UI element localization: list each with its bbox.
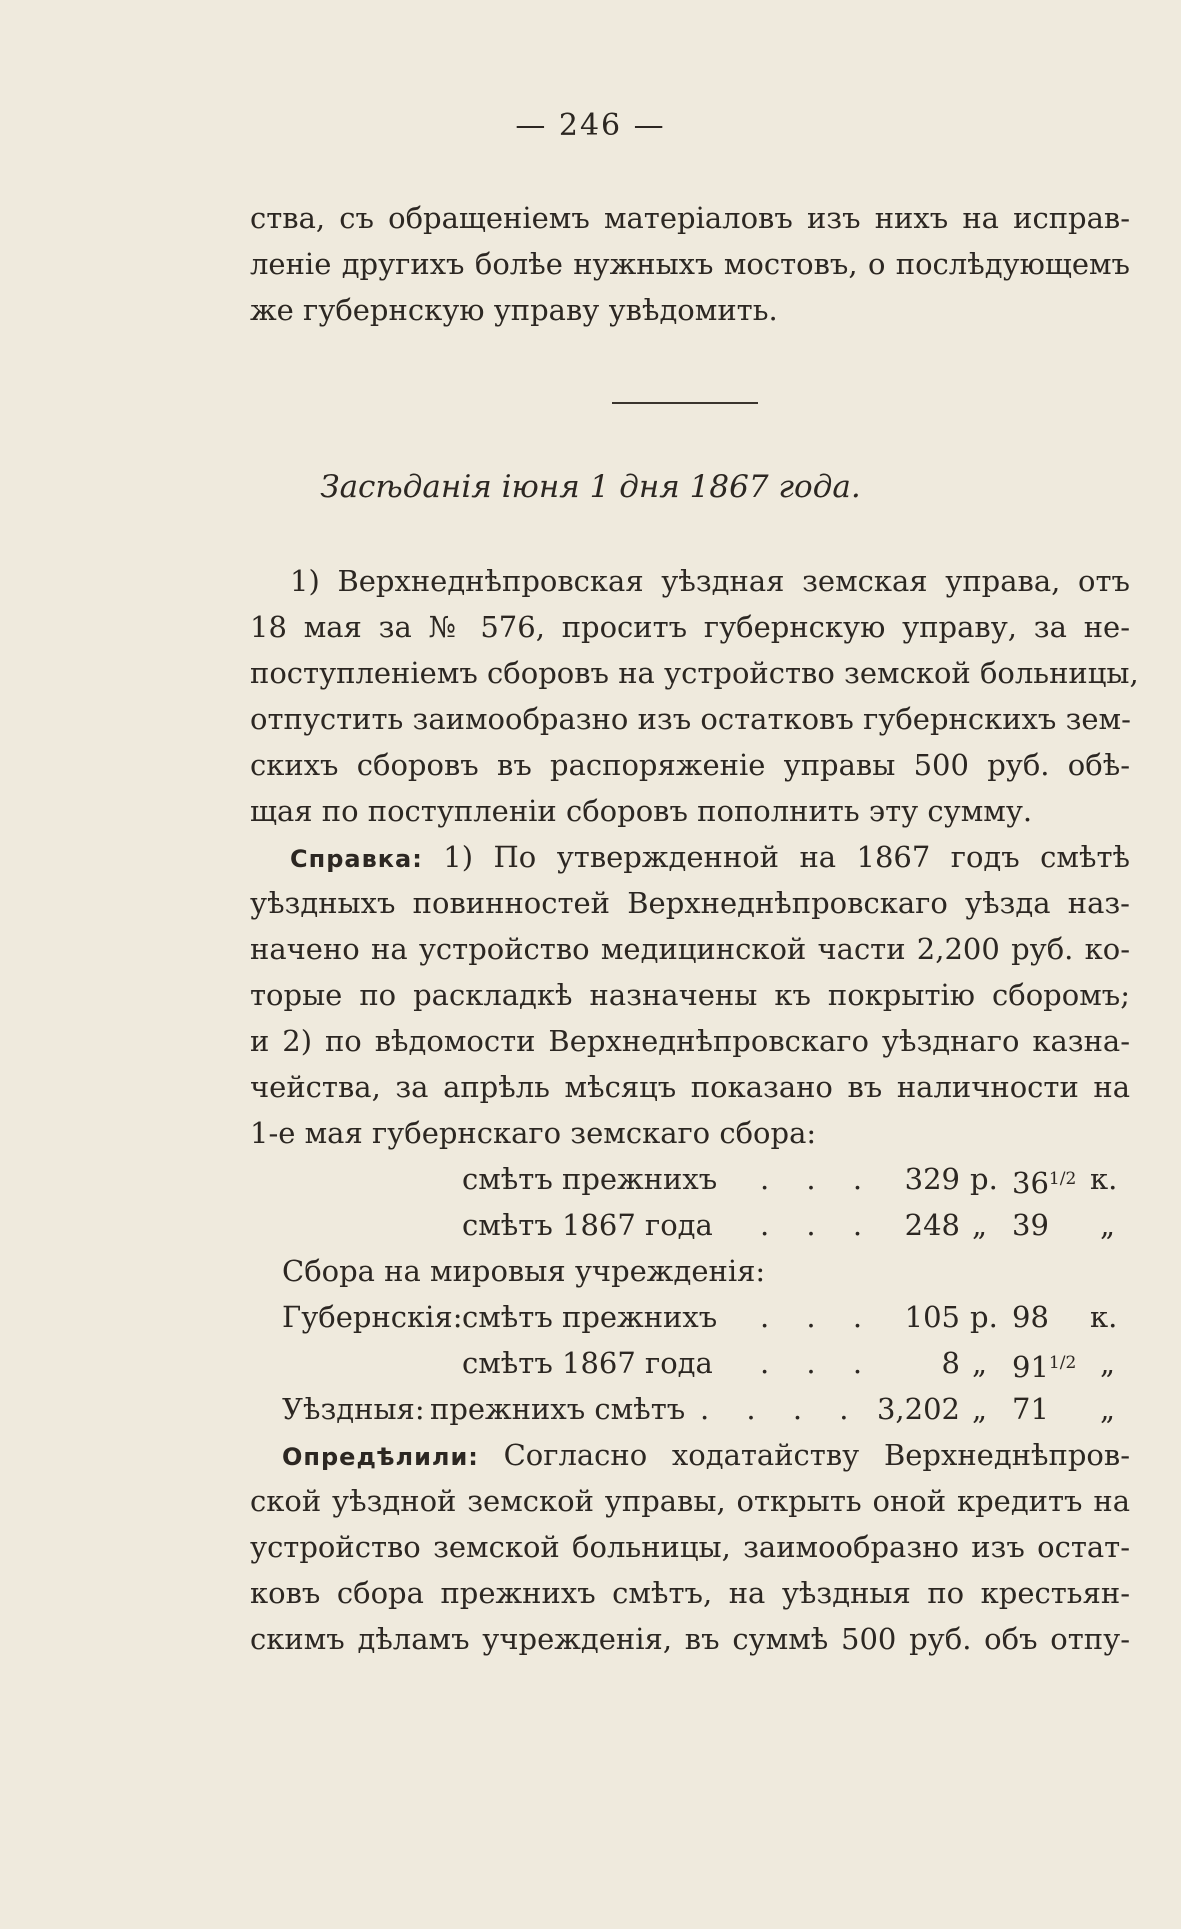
section-heading: Засѣданія іюня 1 дня 1867 года. xyxy=(320,469,861,505)
table-row-unit: р. xyxy=(970,1162,998,1196)
paragraph-line: и 2) по вѣдомости Верхнеднѣпровскаго уѣзднаго казна- xyxy=(250,1024,1130,1058)
table-row-label: смѣтъ прежнихъ xyxy=(462,1300,718,1334)
paragraph-line: ской уѣздной земской управы, открыть оной кредитъ на xyxy=(250,1484,1130,1518)
paragraph-line: чейства, за апрѣль мѣсяцъ показано въ наличности на xyxy=(250,1070,1130,1104)
table-row-unit: „ xyxy=(972,1346,988,1380)
paragraph-line: ковъ сбора прежнихъ смѣтъ, на уѣздныя по крестьян- xyxy=(250,1576,1130,1610)
table-row-dots: . . . xyxy=(760,1208,877,1242)
page-number: — 246 — xyxy=(515,108,666,143)
table-row-kop: 39 xyxy=(1012,1208,1049,1242)
section-divider xyxy=(612,402,758,404)
paragraph-line: же губернскую управу увѣдомить. xyxy=(250,293,778,327)
table-row-amount: 105 xyxy=(904,1300,960,1334)
spravka-first-line xyxy=(290,836,1130,880)
table-row-prefix: Уѣздныя: xyxy=(282,1392,425,1426)
table-row-unit2: „ xyxy=(1100,1208,1116,1242)
table-row-unit2: „ xyxy=(1100,1392,1116,1426)
table-row-unit: р. xyxy=(970,1300,998,1334)
table-row-kop: $36^{1/2}$ xyxy=(1012,1166,1077,1200)
paragraph-line: начено на устройство медицинской части 2,200 руб. ко- xyxy=(250,932,1130,966)
paragraph-line: уѣздныхъ повинностей Верхнеднѣпровскаго уѣзда наз- xyxy=(250,886,1130,920)
table-row-unit2: „ xyxy=(1100,1346,1116,1380)
paragraph-line: 1-е мая губернскаго земскаго сбора: xyxy=(250,1116,817,1150)
table-row-amount: 3,202 xyxy=(876,1392,960,1426)
table-row-label: смѣтъ прежнихъ xyxy=(462,1162,718,1196)
paragraph-line: скихъ сборовъ въ распоряженіе управы 500 руб. обѣ- xyxy=(250,748,1130,782)
paragraph-line: леніе другихъ болѣе нужныхъ мостовъ, о послѣдующемъ xyxy=(250,247,1130,281)
table-row-dots: . . . . xyxy=(700,1392,863,1426)
table-row-prefix: Губернскія: xyxy=(282,1300,463,1334)
paragraph-line: торые по раскладкѣ назначены къ покрытію сборомъ; xyxy=(250,978,1130,1012)
paragraph-line: щая по поступленіи сборовъ пополнить эту сумму. xyxy=(250,794,1033,828)
paragraph-line: ства, съ обращеніемъ матеріаловъ изъ нихъ на исправ- xyxy=(250,201,1130,235)
table-row-unit2: к. xyxy=(1090,1300,1118,1334)
table-row-kop: 98 xyxy=(1012,1300,1049,1334)
opredelili-label: Опредѣлили: xyxy=(282,1443,479,1471)
table-row-amount: 329 xyxy=(904,1162,960,1196)
table-row-unit: „ xyxy=(972,1208,988,1242)
table-row-amount: 8 xyxy=(941,1346,960,1380)
opredelili-first-line xyxy=(282,1434,1130,1478)
table-row-unit2: к. xyxy=(1090,1162,1118,1196)
paragraph-line: 1) Верхнеднѣпровская уѣздная земская управа, отъ xyxy=(290,564,1130,598)
table-row-dots: . . . xyxy=(760,1162,877,1196)
table-row-dots: . . . xyxy=(760,1300,877,1334)
opredelili-text: Согласно ходатайству Верхнеднѣпров- xyxy=(503,1438,1130,1472)
table-row-kop: $91^{1/2}$ xyxy=(1012,1350,1077,1384)
paragraph-line: поступленіемъ сборовъ на устройство земской больницы, xyxy=(250,656,1139,690)
table-row-unit: „ xyxy=(972,1392,988,1426)
table-row-label: смѣтъ 1867 года xyxy=(462,1208,713,1242)
paragraph-line: скимъ дѣламъ учрежденія, въ суммѣ 500 руб. объ отпу- xyxy=(250,1622,1130,1656)
table-row-label: смѣтъ 1867 года xyxy=(462,1346,713,1380)
table-row-amount: 248 xyxy=(904,1208,960,1242)
spravka-label: Справка: xyxy=(290,845,423,873)
table-row-dots: . . . xyxy=(760,1346,877,1380)
table-row-label: прежнихъ смѣтъ xyxy=(430,1392,686,1426)
spravka-text: 1) По утвержденной на 1867 годъ смѣтѣ xyxy=(443,840,1130,874)
paragraph-line: 18 мая за № 576, проситъ губернскую управу, за не- xyxy=(250,610,1130,644)
paragraph-line: отпустить заимообразно изъ остатковъ губернскихъ зем- xyxy=(250,702,1131,736)
table-subheading: Сбора на мировыя учрежденія: xyxy=(282,1254,766,1288)
paragraph-line: устройство земской больницы, заимообразно изъ остат- xyxy=(250,1530,1130,1564)
table-row-kop: 71 xyxy=(1012,1392,1049,1426)
